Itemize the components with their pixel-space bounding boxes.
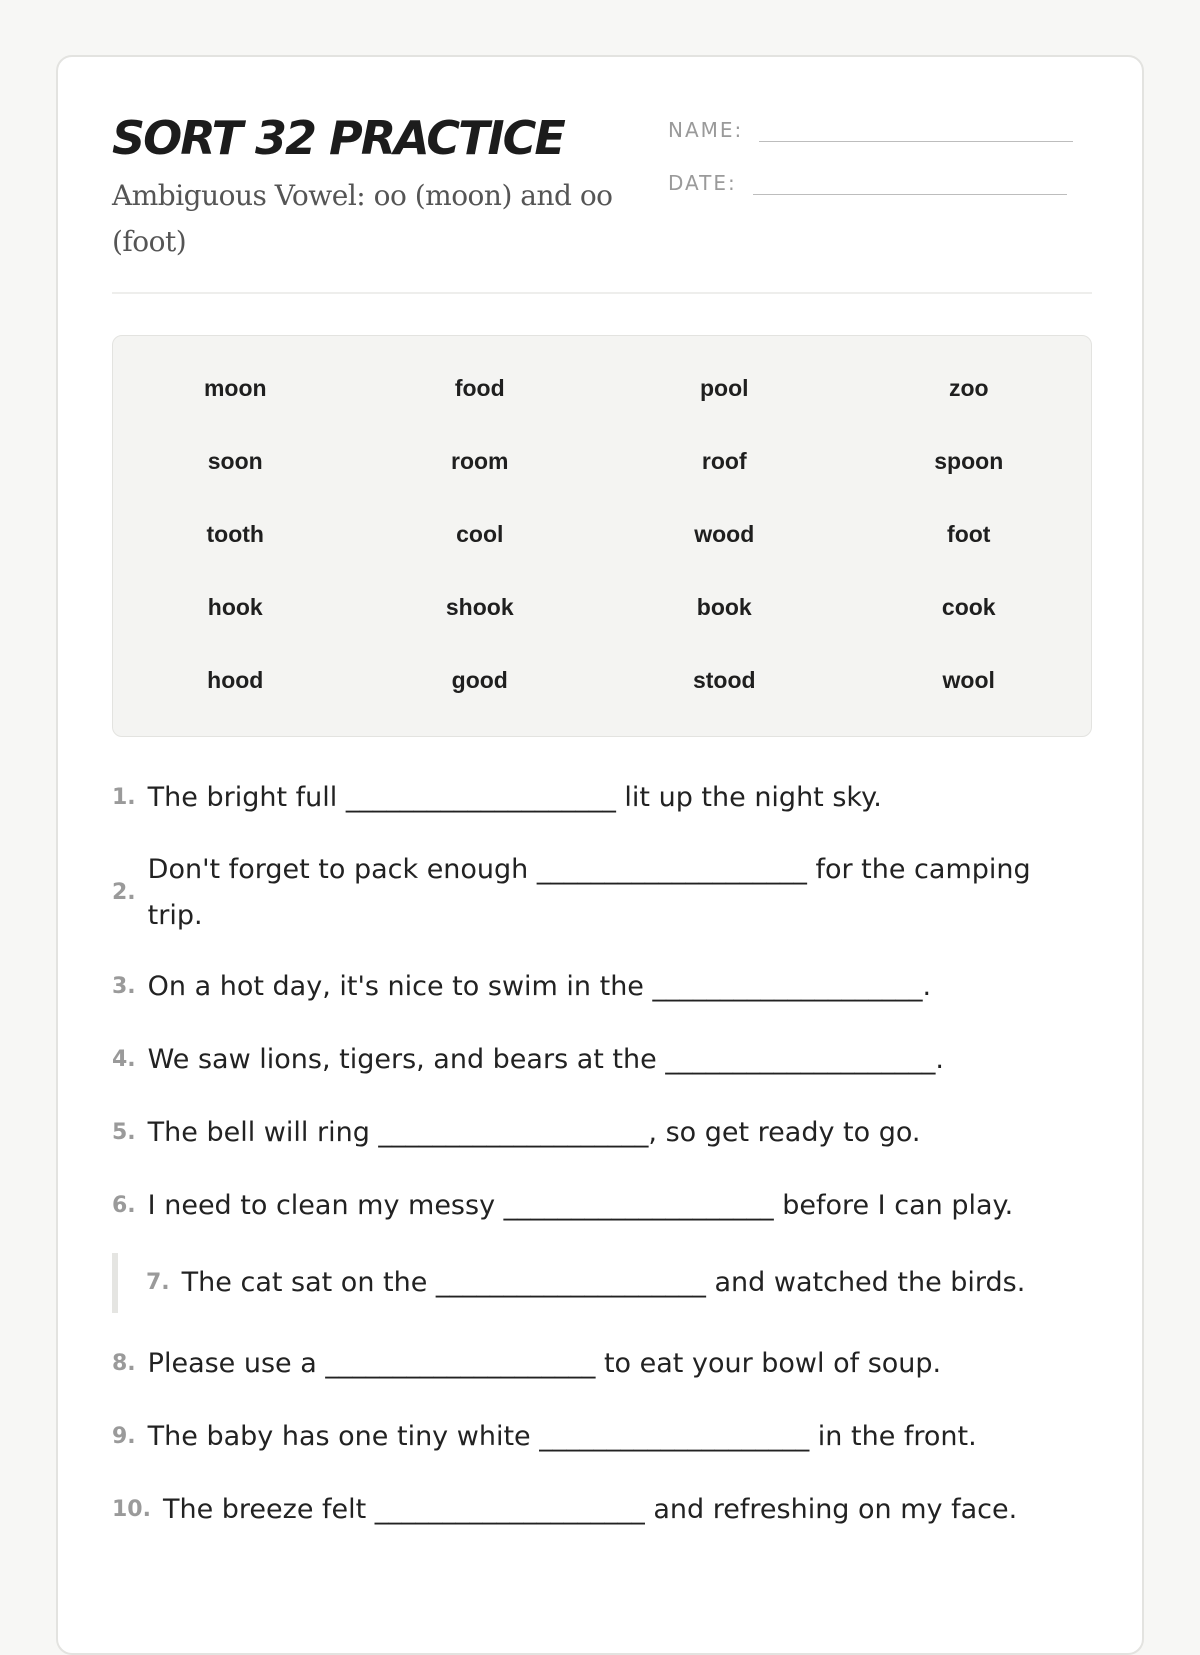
- word-bank-item: food: [454, 375, 505, 401]
- word-bank-item: stood: [692, 667, 756, 693]
- word-bank-item: book: [696, 594, 752, 620]
- name-input-line[interactable]: [759, 117, 1073, 142]
- question-item: [112, 1110, 1042, 1156]
- question-text[interactable]: On a hot day, it's nice to swim in the ____________________.: [147, 971, 932, 1002]
- question-text[interactable]: Don't forget to pack enough ____________________ for the camping trip.: [147, 854, 1031, 931]
- question-text[interactable]: The bell will ring ____________________, so get ready to go.: [147, 1117, 921, 1148]
- word-bank-item: good: [451, 667, 508, 693]
- date-field[interactable]: [668, 170, 1067, 195]
- word-bank-item: hood: [207, 667, 264, 693]
- question-text[interactable]: We saw lions, tigers, and bears at the ____________________.: [147, 1044, 944, 1075]
- question-item: [112, 775, 1042, 821]
- word-bank: [112, 335, 1092, 737]
- question-item: [112, 1414, 1042, 1460]
- question-number: 7.: [146, 1270, 170, 1295]
- date-label: DATE:: [668, 171, 737, 195]
- question-item-highlighted: [112, 1253, 1072, 1313]
- question-item: [112, 1183, 1042, 1229]
- word-bank-item: soon: [207, 448, 263, 474]
- question-number: 8.: [112, 1351, 136, 1376]
- question-number: 6.: [112, 1193, 136, 1218]
- word-bank-item: wool: [942, 667, 995, 693]
- word-bank-item: roof: [701, 448, 747, 474]
- word-bank-item: spoon: [934, 448, 1004, 474]
- word-bank-item: foot: [947, 521, 991, 547]
- word-bank-item: moon: [203, 375, 267, 401]
- worksheet-card: [56, 55, 1144, 1655]
- question-number: 9.: [112, 1424, 136, 1449]
- header-divider: [112, 292, 1092, 294]
- page-title: SORT 32 PRACTICE: [112, 111, 564, 165]
- word-bank-item: hook: [207, 594, 263, 620]
- question-text[interactable]: Please use a ____________________ to eat your bowl of soup.: [147, 1348, 942, 1379]
- question-text[interactable]: The breeze felt ____________________ and refreshing on my face.: [162, 1494, 1018, 1525]
- name-field[interactable]: [668, 117, 1073, 142]
- question-number: 1.: [112, 785, 136, 810]
- word-bank-item: shook: [445, 594, 514, 620]
- date-input-line[interactable]: [753, 170, 1067, 195]
- page-subtitle: Ambiguous Vowel: oo (moon) and oo (foot): [112, 179, 613, 258]
- word-bank-item: tooth: [206, 521, 264, 547]
- word-bank-item: zoo: [948, 375, 989, 401]
- question-text[interactable]: The cat sat on the ____________________ and watched the birds.: [181, 1267, 1026, 1298]
- question-item: [112, 1487, 1042, 1533]
- question-item: [112, 1341, 1042, 1387]
- question-item: [112, 964, 1042, 1010]
- question-text[interactable]: The bright full ____________________ lit up the night sky.: [147, 782, 882, 813]
- question-item: [112, 847, 1042, 939]
- name-label: NAME:: [668, 118, 744, 142]
- question-number: 3.: [112, 974, 136, 999]
- question-number: 2.: [112, 880, 136, 905]
- word-bank-item: cook: [941, 594, 996, 620]
- question-number: 10.: [112, 1497, 151, 1522]
- question-number: 5.: [112, 1120, 136, 1145]
- word-bank-item: cool: [456, 521, 504, 547]
- question-item: [112, 1037, 1042, 1083]
- question-text[interactable]: The baby has one tiny white ____________________ in the front.: [147, 1421, 977, 1452]
- question-text[interactable]: I need to clean my messy ____________________ before I can play.: [147, 1190, 1014, 1221]
- word-bank-item: wood: [694, 521, 755, 547]
- question-number: 4.: [112, 1047, 136, 1072]
- word-bank-item: pool: [699, 375, 749, 401]
- word-bank-item: room: [451, 448, 509, 474]
